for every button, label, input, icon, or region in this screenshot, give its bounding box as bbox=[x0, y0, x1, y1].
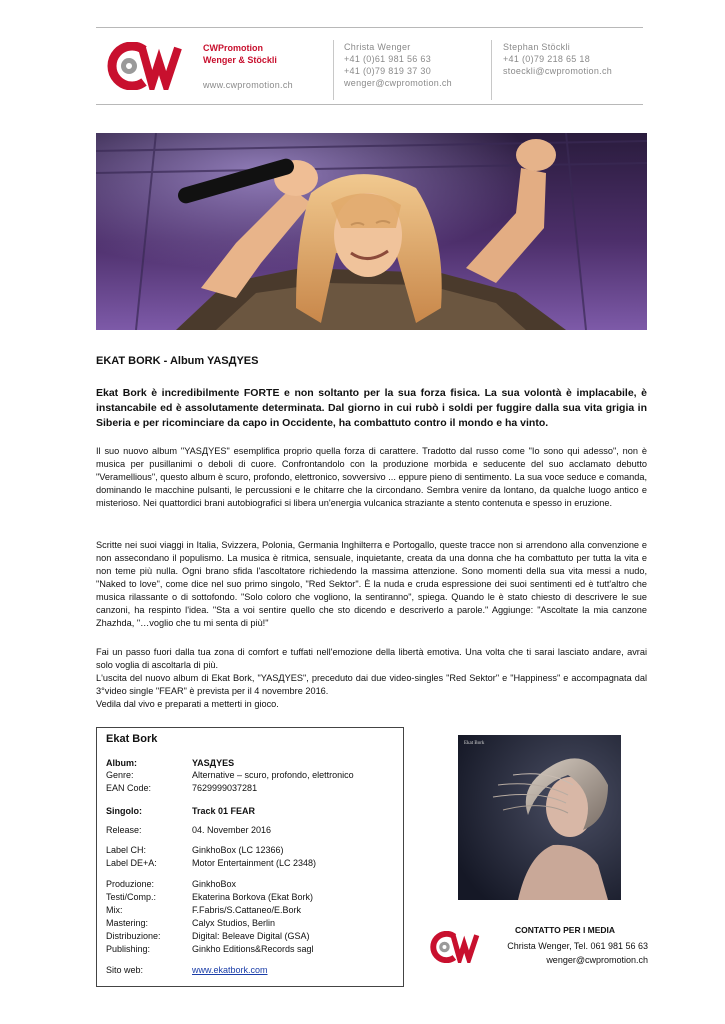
brand-line-2: Wenger & Stöckli bbox=[203, 55, 277, 65]
info-value: F.Fabris/S.Cattaneo/E.Bork bbox=[192, 905, 302, 915]
info-key: Label CH: bbox=[106, 845, 147, 855]
info-value: YASДYES bbox=[192, 758, 235, 768]
info-value: GinkhoBox bbox=[192, 879, 237, 889]
info-key: Testi/Comp.: bbox=[106, 892, 157, 902]
cw-logo bbox=[104, 42, 186, 95]
info-row-label-de bbox=[106, 857, 316, 869]
paragraph-text: Il suo nuovo album "YASДYES" esemplifica proprio quella forza di carattere. Tradotto dal russo come "Io sono qui adesso", non è musica per pusillanimi o deboli di cuore. Confrontandolo con la produzione morbida e seducente del suo acclamato debutto "Veramellious", questo album è scuro, profondo, elettronico, sovversivo ... eppure pieno di sentimento. La sua voce seduce e comanda, dominando le macchine pulsanti, le percussioni e le chitarre che la circondano. Sembra venire da lontano, da qualche luogo antico e misterioso. Nei quattordici brani autobiografici si libera un'energia vulcanica straziante a stento contenuta e spesso in eruzione. bbox=[96, 446, 647, 508]
header-bottom-rule bbox=[96, 104, 643, 105]
contact-name: Christa Wenger bbox=[344, 42, 411, 52]
info-row-genre bbox=[106, 769, 354, 781]
info-row-website bbox=[106, 964, 268, 976]
contact-phone: +41 (0)79 819 37 30 bbox=[344, 66, 432, 76]
article-lead: Ekat Bork è incredibilmente FORTE e non soltanto per la sua forza fisica. La sua volontà è implacabile, è instancabile ed è assolutamente determinata. Dal giorno in cui rubò i soldi per fuggire dalla sua vita grigia in Siberia e per ricominciare da capo in Occidente, ha combattuto contro il mondo e ha vinto. bbox=[96, 387, 647, 429]
info-value: Ekaterina Borkova (Ekat Bork) bbox=[192, 892, 314, 902]
info-value: Ginkho Editions&Records sagl bbox=[192, 944, 314, 954]
paragraph-text: L'uscita del nuovo album di Ekat Bork, "YASДYES", preceduto dai due video-singles "Red Sektor" e "Happiness" e accompagnata dal 3°video single "FEAR" è prevista per il 4 novembre 2016. bbox=[96, 673, 647, 696]
article-paragraph-1 bbox=[96, 445, 647, 510]
info-row-label-ch bbox=[106, 844, 284, 856]
media-contact-phone: Christa Wenger, Tel. 061 981 56 63 bbox=[507, 941, 648, 951]
info-row-distribution bbox=[106, 930, 310, 942]
info-value: Digital: Beleave Digital (GSA) bbox=[192, 931, 310, 941]
info-key: Distribuzione: bbox=[106, 931, 161, 941]
info-key: Publishing: bbox=[106, 944, 151, 954]
info-key: Label DE+A: bbox=[106, 858, 157, 868]
cw-logo-small bbox=[428, 931, 482, 968]
website-link[interactable]: www.ekatbork.com bbox=[192, 965, 268, 975]
info-key: Release: bbox=[106, 825, 142, 835]
info-row-album bbox=[106, 757, 234, 769]
media-contact-title: CONTATTO PER I MEDIA bbox=[514, 925, 616, 935]
info-box-title: Ekat Bork bbox=[106, 733, 158, 745]
article-title: EKAT BORK - Album YASДYES bbox=[96, 355, 259, 367]
info-key: Genre: bbox=[106, 770, 134, 780]
info-value: 7629999037281 bbox=[192, 783, 258, 793]
hero-photo bbox=[96, 133, 647, 330]
info-key: Album: bbox=[106, 758, 137, 768]
contact-phone: +41 (0)79 218 65 18 bbox=[503, 54, 591, 64]
info-key: Produzione: bbox=[106, 879, 155, 889]
info-value: Track 01 FEAR bbox=[192, 806, 256, 816]
contact-stephan bbox=[503, 41, 612, 77]
info-row-single bbox=[106, 805, 255, 817]
info-row-mix bbox=[106, 904, 301, 916]
info-value: 04. November 2016 bbox=[192, 825, 272, 835]
info-key: Mix: bbox=[106, 905, 123, 915]
info-key: EAN Code: bbox=[106, 783, 152, 793]
header-divider bbox=[333, 40, 334, 100]
info-key: Singolo: bbox=[106, 806, 142, 816]
brand-url[interactable]: www.cwpromotion.ch bbox=[203, 80, 293, 90]
brand-name bbox=[203, 42, 277, 66]
header-top-rule bbox=[96, 27, 643, 28]
contact-name: Stephan Stöckli bbox=[503, 42, 571, 52]
brand-line-1: CWPromotion bbox=[203, 43, 263, 53]
contact-email[interactable]: stoeckli@cwpromotion.ch bbox=[503, 66, 613, 76]
album-cover bbox=[458, 735, 621, 900]
media-contact-email[interactable]: wenger@cwpromotion.ch bbox=[546, 955, 648, 965]
cover-caption: Ekat Bork bbox=[464, 741, 485, 746]
header-divider bbox=[491, 40, 492, 100]
contact-phone: +41 (0)61 981 56 63 bbox=[344, 54, 432, 64]
info-row-publishing bbox=[106, 943, 314, 955]
info-row-production bbox=[106, 878, 236, 890]
paragraph-text: Scritte nei suoi viaggi in Italia, Svizzera, Polonia, Germania Inghilterra e Portogallo, queste tracce non si arrendono alla convenzione e non assecondano il populismo. La musica è ritmica, sensuale, inquietante, creata da una donna che ha combattuto per tutta la vita e non teme più nulla. Ogni brano sfida l'ascoltatore richiedendo la massima attenzione. Sono momenti della sua vita messi a nudo, "Naked to love", come dice nel suo primo singolo, "Red Sektor". È la nuda e cruda espressione dei suoi sentimenti ed è tutt'altro che musica rilassante o di sottofondo. "Solo coloro che vogliono, la sentiranno", spiega. Quando le è stato chiesto di descrivere le sue canzoni, ha respinto l'idea. "Sta a voi sentire quello che sto dicendo e descriverlo a parole." Aggiunge: "Ascoltate la mia canzone Zhazhda, "…voglio che tu mi senta di più!" bbox=[96, 540, 647, 628]
info-row-ean bbox=[106, 782, 257, 794]
paragraph-text: Vedila dal vivo e preparati a metterti in gioco. bbox=[96, 699, 279, 709]
contact-christa bbox=[344, 41, 452, 89]
paragraph-text: Fai un passo fuori dalla tua zona di comfort e tuffati nell'emozione della libertà emotiva. Una volta che ti sarai lasciato andare, avrai solo voglia di ascoltarla di più. bbox=[96, 647, 647, 670]
info-row-lyrics bbox=[106, 891, 313, 903]
info-value: Calyx Studios, Berlin bbox=[192, 918, 276, 928]
info-value: Alternative – scuro, profondo, elettronico bbox=[192, 770, 354, 780]
info-key: Sito web: bbox=[106, 965, 144, 975]
article-paragraph-2 bbox=[96, 539, 647, 630]
album-info-box bbox=[96, 727, 404, 987]
info-value: Motor Entertainment (LC 2348) bbox=[192, 858, 317, 868]
contact-email[interactable]: wenger@cwpromotion.ch bbox=[344, 78, 452, 88]
info-key: Mastering: bbox=[106, 918, 149, 928]
info-row-mastering bbox=[106, 917, 275, 929]
info-row-release bbox=[106, 824, 271, 836]
article-paragraph-3 bbox=[96, 646, 647, 711]
info-value: GinkhoBox (LC 12366) bbox=[192, 845, 284, 855]
